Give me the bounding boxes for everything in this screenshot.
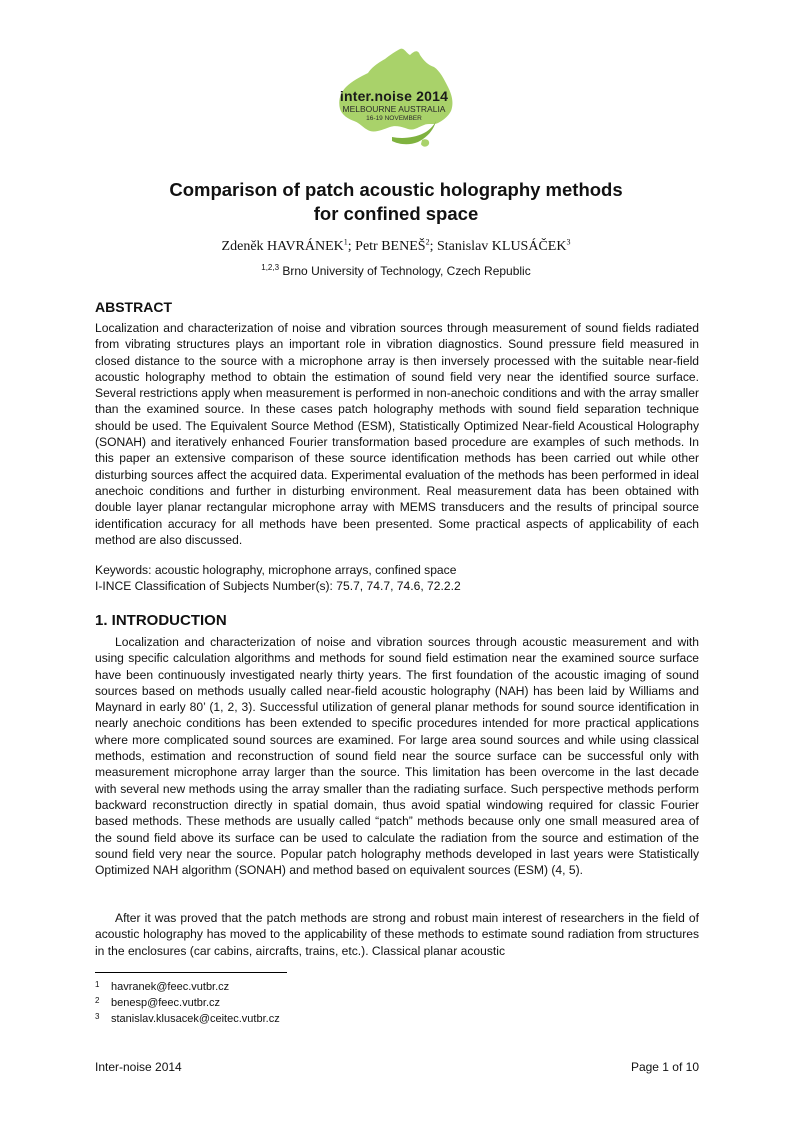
keywords-block — [95, 562, 461, 595]
footnote-mark: 3 — [95, 1012, 100, 1021]
author-mark: 3 — [566, 237, 571, 247]
footnote-email[interactable]: benesp@feec.vutbr.cz — [111, 997, 221, 1009]
footnote-mark: 1 — [95, 980, 100, 989]
footer-conference: Inter-noise 2014 — [95, 1060, 182, 1074]
paper-title-line-2: for confined space — [313, 203, 479, 224]
keywords: Keywords: acoustic holography, microphone arrays, confined space — [95, 563, 457, 577]
author-mark: 1 — [343, 237, 348, 247]
paper-title-line-1: Comparison of patch acoustic holography methods — [169, 179, 623, 200]
author-name: Petr BENEŠ — [355, 239, 426, 254]
author-name: Zdeněk HAVRÁNEK — [221, 239, 344, 254]
author-separator: ; — [429, 239, 437, 254]
author-name: Stanislav KLUSÁČEK — [436, 239, 567, 254]
footnote-2 — [95, 996, 220, 1009]
tasmania-shape — [421, 139, 429, 146]
author-separator: ; — [347, 239, 356, 254]
logo-title: inter.noise 2014 — [339, 88, 449, 104]
affiliation — [90, 264, 702, 278]
abstract-heading: ABSTRACT — [95, 299, 172, 315]
affiliation-text: Brno University of Technology, Czech Republic — [279, 264, 531, 278]
author-list — [90, 239, 702, 255]
classification: I-INCE Classification of Subjects Number(s): 75.7, 74.7, 74.6, 72.2.2 — [95, 579, 461, 594]
introduction-paragraph-2: After it was proved that the patch methods are strong and robust main interest of researchers in the field of acoustic holography has moved to the applicability of these methods to estimate sound radiation from structures in the enclosures (car cabins, aircrafts, trains, etc.). Classical planar acoustic — [95, 911, 699, 958]
section-heading-introduction: 1. INTRODUCTION — [95, 612, 227, 629]
logo-location: MELBOURNE AUSTRALIA — [342, 104, 446, 114]
abstract-text: Localization and characterization of noise and vibration sources through measurement of sound fields radiated from vibrating structures plays an important role in vibration diagnostics. Sound pressure field measured in closed distance to the source with a microphone array is then inversely processed with the suitable near-field acoustic holography method to obtain the estimation of sound field very near the identified source surface. Several restrictions apply when measurement is performed in non-anechoic conditions and with the array smaller than the examined source. In these cases patch holography methods with sound field separation technique should be used. The Equivalent Source Method (ESM), Statistically Optimized Near-field Acoustical Holography (SONAH) and iteratively enhanced Fourier transformation based procedure are examples of such methods. In this paper an extensive comparison of these source identification methods has been carried out while other disturbing sources affect the acquired data. Experimental evaluation of the methods has been performed in ideal anechoic conditions and further in disturbing environment. Real measurement data has been obtained with double layer planar rectangular microphone array with MEMS transducers and the results of principal source identification accuracy for all methods have been presented. Some practical aspects of applicability of each method are also discussed. — [95, 321, 699, 547]
paper-title — [90, 178, 702, 226]
footnote-divider — [95, 972, 287, 973]
author-mark: 2 — [425, 237, 430, 247]
introduction-paragraph-1: Localization and characterization of noise and vibration sources through acoustic measurement and with using specific calculation algorithms and methods for sound field estimation near the examined source surface have been continuously investigated nearly thirty years. The first foundation of the acoustic imaging of sound sources based on methods usually called near-field acoustic holography (NAH) has been laid by Williams and Maynard in early 80’ (1, 2, 3). Successful utilization of general planar methods for sound source identification in nearly anechoic conditions has been extended to specific procedures intended for more practical applications where more complicated sound sources are examined. For large area sound sources and while using classical methods, estimation and reconstruction of sound field near the source surface can be successful only with measurement microphone array larger than the source. This limitation has been overcome in the last decade with several new methods using the array smaller than the radiating surface. Such perspective methods perform backward reconstruction directly in spatial domain, thus avoid spatial windowing required for classic Fourier based methods. These methods are usually called “patch” methods because only one small measured area of the sound field above its surface can be used to calculate the radiation from the source and estimation of the sound field very near the source. Popular patch holography methods developed in last years were Statistically Optimized NAH algorithm (SONAH) and method based on equivalent sources (ESM) (4, 5). — [95, 635, 699, 878]
footnote-3 — [95, 1012, 280, 1025]
footnote-email[interactable]: stanislav.klusacek@ceitec.vutbr.cz — [111, 1013, 280, 1025]
footnote-mark: 2 — [95, 996, 100, 1005]
footnote-email[interactable]: havranek@feec.vutbr.cz — [111, 981, 230, 993]
logo-dates: 16-19 NOVEMBER — [366, 115, 422, 122]
footnote-1 — [95, 980, 229, 993]
affiliation-marks: 1,2,3 — [261, 263, 280, 272]
footer-page-number: Page 1 of 10 — [630, 1060, 699, 1074]
